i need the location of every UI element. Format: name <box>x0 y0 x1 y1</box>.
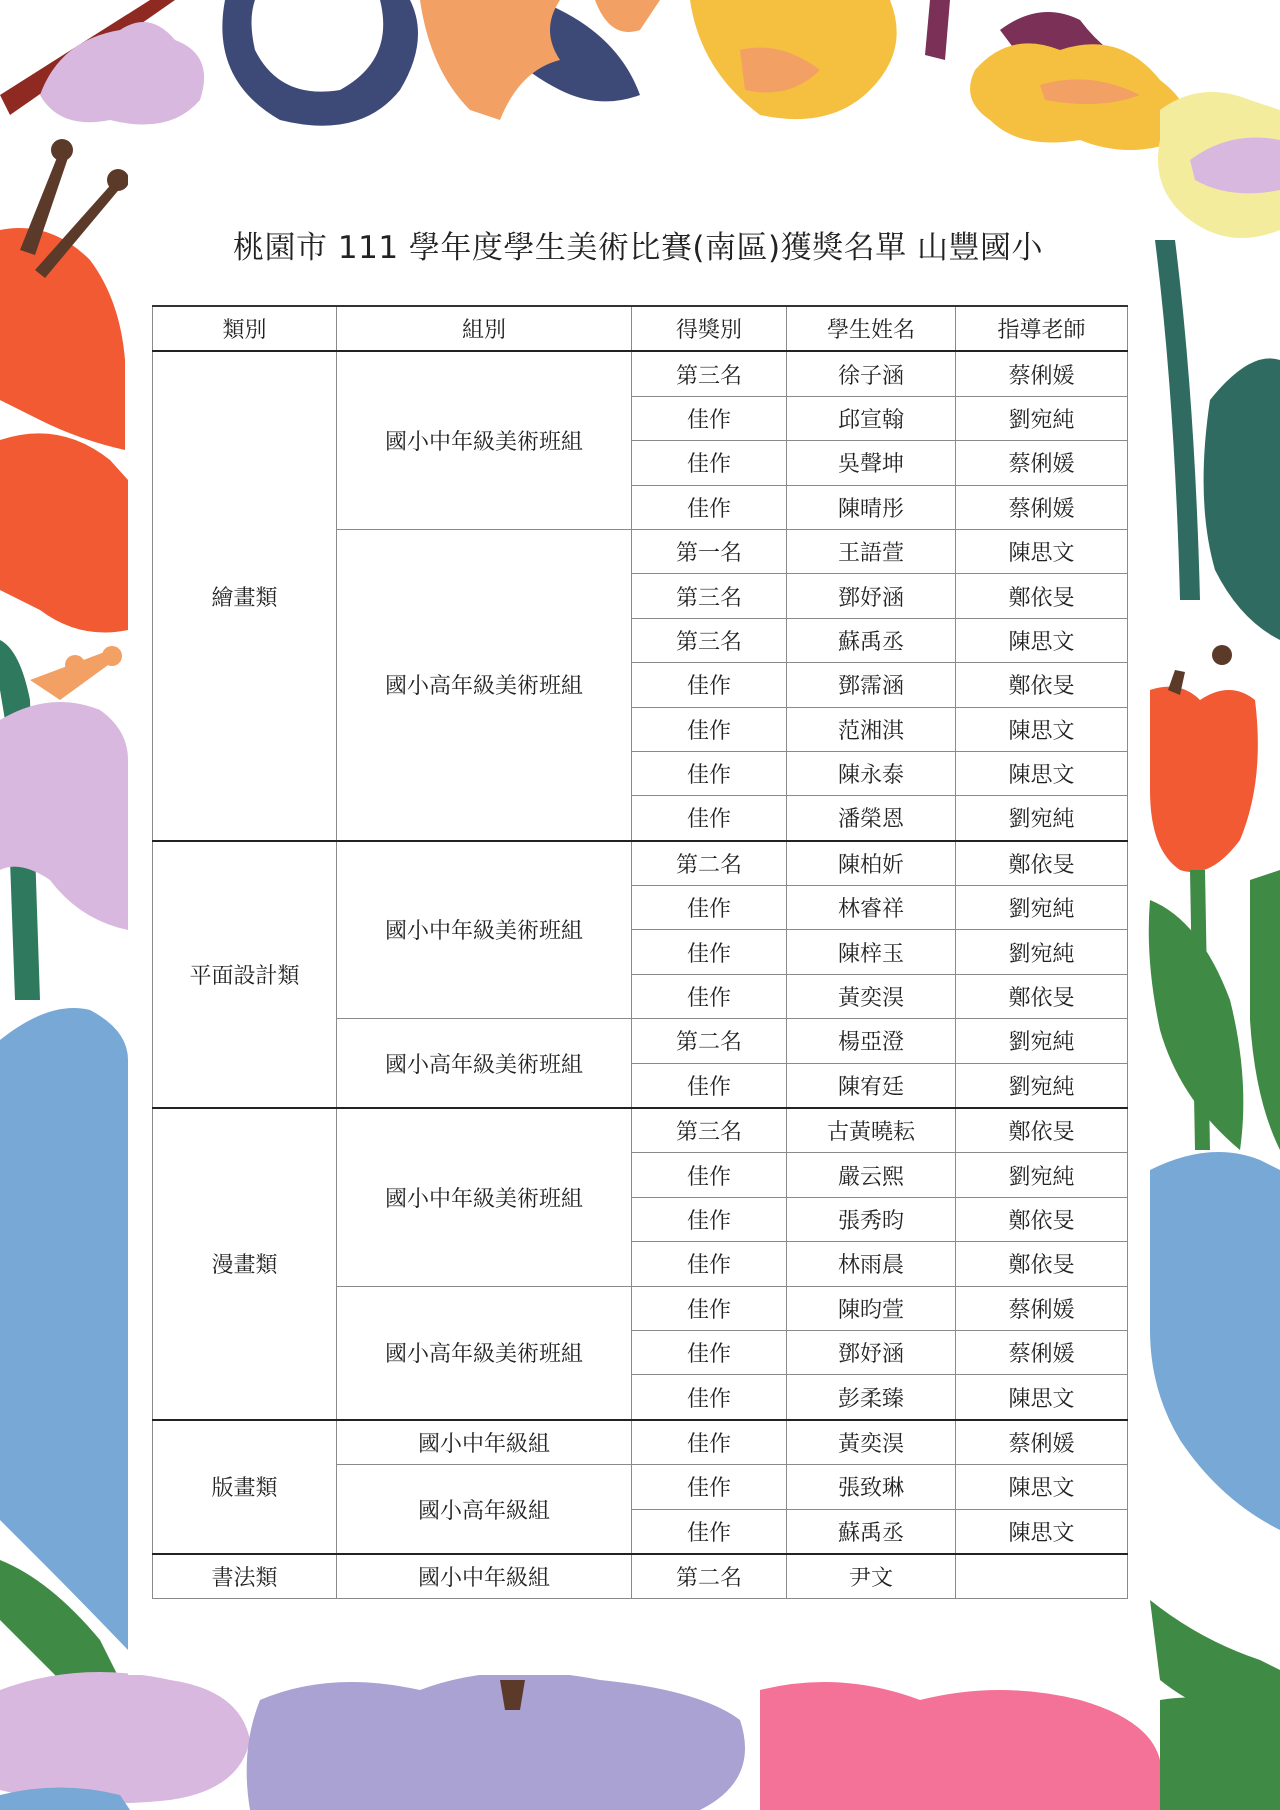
award-cell: 佳作 <box>632 441 787 485</box>
peach-petal-icon <box>595 0 660 32</box>
category-cell: 平面設計類 <box>153 841 337 1108</box>
teacher-cell: 鄭依旻 <box>956 974 1128 1018</box>
pink-flower-bottom-icon <box>760 1682 1160 1810</box>
teacher-cell: 劉宛純 <box>956 1153 1128 1197</box>
student-cell: 蘇禹丞 <box>787 1509 956 1554</box>
award-cell: 第二名 <box>632 841 787 886</box>
category-group <box>153 1420 1128 1554</box>
periwinkle-flower-bottom-icon <box>247 1672 745 1810</box>
table-row <box>153 351 1128 396</box>
lavender-flower-icon <box>40 22 204 125</box>
student-cell: 尹文 <box>787 1554 956 1599</box>
dark-teal-stem-right-icon <box>1155 240 1200 600</box>
group-cell: 國小中年級美術班組 <box>337 351 632 529</box>
teacher-cell: 鄭依旻 <box>956 1242 1128 1286</box>
teacher-cell: 陳思文 <box>956 707 1128 751</box>
student-cell: 張致琳 <box>787 1465 956 1509</box>
sky-blue-leaf-left-icon <box>0 1008 128 1650</box>
peach-flower-icon <box>420 0 560 120</box>
student-cell: 范湘淇 <box>787 707 956 751</box>
student-cell: 陳昀萱 <box>787 1286 956 1330</box>
award-cell: 佳作 <box>632 886 787 930</box>
brown-stamen-right-tip-icon <box>1212 645 1232 665</box>
teacher-cell: 陳思文 <box>956 618 1128 662</box>
award-cell: 佳作 <box>632 974 787 1018</box>
student-cell: 古黃曉耘 <box>787 1108 956 1153</box>
student-cell: 嚴云熙 <box>787 1153 956 1197</box>
header-award: 得獎別 <box>632 306 787 351</box>
student-cell: 黃奕淏 <box>787 1420 956 1465</box>
red-tulip-right-icon <box>1150 687 1258 872</box>
student-cell: 林雨晨 <box>787 1242 956 1286</box>
red-tulip-icon <box>0 228 125 450</box>
award-cell: 佳作 <box>632 707 787 751</box>
teacher-cell: 陳思文 <box>956 1465 1128 1509</box>
header-teacher: 指導老師 <box>956 306 1128 351</box>
table-header-row <box>153 306 1128 351</box>
table-row <box>153 841 1128 886</box>
award-cell: 佳作 <box>632 1465 787 1509</box>
group-cell: 國小中年級組 <box>337 1420 632 1465</box>
award-table <box>152 305 1128 1599</box>
peach-stamen-tip-icon <box>102 646 122 666</box>
student-cell: 潘榮恩 <box>787 796 956 841</box>
group-cell: 國小高年級美術班組 <box>337 529 632 840</box>
category-cell: 版畫類 <box>153 1420 337 1554</box>
award-cell: 佳作 <box>632 1420 787 1465</box>
category-cell: 漫畫類 <box>153 1108 337 1420</box>
award-cell: 佳作 <box>632 663 787 707</box>
teacher-cell: 鄭依旻 <box>956 841 1128 886</box>
award-cell: 佳作 <box>632 1063 787 1108</box>
award-cell: 第三名 <box>632 351 787 396</box>
category-group <box>153 841 1128 1108</box>
student-cell: 楊亞澄 <box>787 1019 956 1063</box>
sky-blue-leaf-right-icon <box>1150 1152 1280 1530</box>
award-cell: 第三名 <box>632 618 787 662</box>
student-cell: 吳聲坤 <box>787 441 956 485</box>
student-cell: 鄧妤涵 <box>787 1330 956 1374</box>
award-cell: 佳作 <box>632 1242 787 1286</box>
teacher-cell: 鄭依旻 <box>956 1197 1128 1241</box>
plum-stem-icon <box>925 0 950 60</box>
student-cell: 王語萱 <box>787 529 956 573</box>
student-cell: 陳柏妡 <box>787 841 956 886</box>
award-cell: 佳作 <box>632 396 787 440</box>
navy-loop-icon <box>222 0 418 126</box>
teacher-cell: 劉宛純 <box>956 796 1128 841</box>
award-cell: 第二名 <box>632 1019 787 1063</box>
award-cell: 第三名 <box>632 1108 787 1153</box>
award-cell: 第三名 <box>632 574 787 618</box>
student-cell: 鄧霈涵 <box>787 663 956 707</box>
teacher-cell: 陳思文 <box>956 1375 1128 1420</box>
green-leaf-bottom-icon <box>1160 1698 1280 1810</box>
student-cell: 陳梓玉 <box>787 930 956 974</box>
student-cell: 黃奕淏 <box>787 974 956 1018</box>
teacher-cell: 鄭依旻 <box>956 1108 1128 1153</box>
table-row <box>153 1420 1128 1465</box>
student-cell: 陳永泰 <box>787 751 956 795</box>
teacher-cell: 劉宛純 <box>956 886 1128 930</box>
award-cell: 佳作 <box>632 1197 787 1241</box>
award-cell: 佳作 <box>632 1375 787 1420</box>
award-cell: 第一名 <box>632 529 787 573</box>
table-row <box>153 1108 1128 1153</box>
student-cell: 徐子涵 <box>787 351 956 396</box>
teacher-cell: 蔡俐媛 <box>956 441 1128 485</box>
table-row <box>153 1554 1128 1599</box>
header-student: 學生姓名 <box>787 306 956 351</box>
category-cell: 書法類 <box>153 1554 337 1599</box>
student-cell: 林睿祥 <box>787 886 956 930</box>
award-cell: 第二名 <box>632 1554 787 1599</box>
group-cell: 國小中年級組 <box>337 1554 632 1599</box>
category-group <box>153 1554 1128 1599</box>
teacher-cell: 蔡俐媛 <box>956 1286 1128 1330</box>
category-cell: 繪畫類 <box>153 351 337 840</box>
category-group <box>153 351 1128 840</box>
student-cell: 鄧妤涵 <box>787 574 956 618</box>
award-cell: 佳作 <box>632 1509 787 1554</box>
teacher-cell: 蔡俐媛 <box>956 485 1128 529</box>
header-group: 組別 <box>337 306 632 351</box>
award-cell: 佳作 <box>632 1153 787 1197</box>
teacher-cell: 劉宛純 <box>956 1019 1128 1063</box>
group-cell: 國小高年級美術班組 <box>337 1286 632 1420</box>
group-cell: 國小中年級美術班組 <box>337 841 632 1019</box>
award-cell: 佳作 <box>632 1286 787 1330</box>
teacher-cell: 鄭依旻 <box>956 574 1128 618</box>
teacher-cell: 劉宛純 <box>956 396 1128 440</box>
group-cell: 國小中年級美術班組 <box>337 1108 632 1286</box>
peach-stamen-tip-2-icon <box>65 655 85 675</box>
teacher-cell: 陳思文 <box>956 529 1128 573</box>
teacher-cell: 劉宛純 <box>956 1063 1128 1108</box>
award-cell: 佳作 <box>632 930 787 974</box>
teacher-cell: 蔡俐媛 <box>956 1330 1128 1374</box>
red-tulip-2-icon <box>0 433 128 632</box>
student-cell: 邱宣翰 <box>787 396 956 440</box>
grass-leaf-right-2-icon <box>1250 870 1280 1150</box>
award-cell: 佳作 <box>632 751 787 795</box>
teacher-cell: 蔡俐媛 <box>956 351 1128 396</box>
page-title: 桃園市 111 學年度學生美術比賽(南區)獲獎名單 山豐國小 <box>233 230 1043 266</box>
brown-stamen-tip-icon <box>51 139 73 161</box>
brown-stamen-tip-2-icon <box>107 169 129 191</box>
student-cell: 張秀昀 <box>787 1197 956 1241</box>
teacher-cell: 陳思文 <box>956 751 1128 795</box>
teacher-cell <box>956 1554 1128 1599</box>
student-cell: 彭柔臻 <box>787 1375 956 1420</box>
teacher-cell: 陳思文 <box>956 1509 1128 1554</box>
group-cell: 國小高年級組 <box>337 1465 632 1554</box>
award-cell: 佳作 <box>632 1330 787 1374</box>
lavender-flower-bottom-icon <box>0 1672 250 1803</box>
header-category: 類別 <box>153 306 337 351</box>
dark-teal-leaf-right-icon <box>1204 358 1280 640</box>
teacher-cell: 劉宛純 <box>956 930 1128 974</box>
teacher-cell: 鄭依旻 <box>956 663 1128 707</box>
award-cell: 佳作 <box>632 485 787 529</box>
student-cell: 陳晴彤 <box>787 485 956 529</box>
group-cell: 國小高年級美術班組 <box>337 1019 632 1108</box>
student-cell: 蘇禹丞 <box>787 618 956 662</box>
student-cell: 陳宥廷 <box>787 1063 956 1108</box>
category-group <box>153 1108 1128 1420</box>
award-cell: 佳作 <box>632 796 787 841</box>
teacher-cell: 蔡俐媛 <box>956 1420 1128 1465</box>
